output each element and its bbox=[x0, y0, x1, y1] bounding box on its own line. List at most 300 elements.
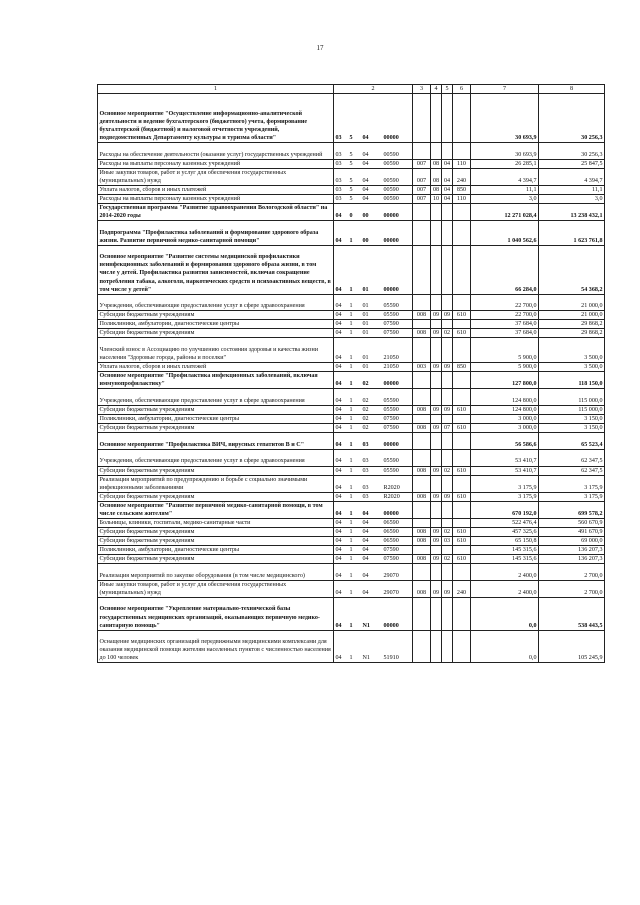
amount-col-7: 670 192,0 bbox=[471, 501, 539, 518]
code-program: 04 bbox=[335, 237, 342, 244]
code-direction: 07590 bbox=[383, 546, 399, 553]
table-body bbox=[98, 94, 605, 663]
ministry-code bbox=[413, 449, 431, 466]
row-name: Субсидии бюджетным учреждениям bbox=[98, 554, 334, 563]
row-name: Основное мероприятие "Развитие системы медицинской профилактики неинфекционных заболеваний и формирования здорового образа жизни, в том числе у детей. Профилактика развития зависимостей, включая сокращение потребления табака, алкоголя, наркотических средств и психоактивных веществ, в том числе у детей" bbox=[98, 245, 334, 294]
code-direction: 00590 bbox=[383, 186, 399, 193]
target-code-cell bbox=[334, 597, 413, 630]
code-program: 04 bbox=[335, 303, 342, 310]
ministry-code bbox=[413, 203, 431, 220]
amount-col-8: 13 238 432,1 bbox=[539, 203, 605, 220]
amount-col-7: 12 271 028,4 bbox=[471, 203, 539, 220]
target-code-cell bbox=[334, 424, 413, 433]
ministry-code bbox=[413, 389, 431, 406]
code-subprogram: 1 bbox=[349, 364, 353, 371]
section-code: 09 bbox=[431, 554, 442, 563]
amount-col-7: 66 284,0 bbox=[471, 245, 539, 294]
table-row bbox=[98, 554, 605, 563]
expense-type-code bbox=[453, 475, 471, 492]
subsection-code bbox=[442, 545, 453, 554]
code-activity: 03 bbox=[362, 441, 369, 448]
target-code-cell bbox=[334, 536, 413, 545]
target-code-cell bbox=[334, 168, 413, 185]
target-code-cell bbox=[334, 320, 413, 329]
ministry-code bbox=[413, 294, 431, 311]
code-program: 04 bbox=[335, 397, 342, 404]
code-direction: 21050 bbox=[383, 355, 399, 362]
subsection-code: 09 bbox=[442, 406, 453, 415]
table-row bbox=[98, 415, 605, 424]
table-row bbox=[98, 433, 605, 450]
code-program: 04 bbox=[335, 622, 342, 629]
amount-col-7: 2 400,0 bbox=[471, 580, 539, 597]
section-code: 09 bbox=[431, 329, 442, 338]
subsection-code bbox=[442, 142, 453, 159]
code-subprogram: 1 bbox=[349, 286, 353, 293]
code-activity: 04 bbox=[362, 519, 369, 526]
subsection-code bbox=[442, 203, 453, 220]
table-row bbox=[98, 168, 605, 185]
code-program: 04 bbox=[335, 312, 342, 319]
target-code-cell bbox=[334, 630, 413, 663]
subsection-code: 02 bbox=[442, 329, 453, 338]
code-program: 04 bbox=[335, 493, 342, 500]
row-name: Иные закупки товаров, работ и услуг для обеспечения государственных (муниципальных) нужд bbox=[98, 580, 334, 597]
ministry-code bbox=[413, 630, 431, 663]
expense-type-code bbox=[453, 294, 471, 311]
amount-col-7: 56 586,6 bbox=[471, 433, 539, 450]
amount-col-8: 69 000,0 bbox=[539, 536, 605, 545]
code-activity: 01 bbox=[362, 364, 369, 371]
table-row bbox=[98, 492, 605, 501]
code-subprogram: 1 bbox=[349, 407, 353, 413]
expense-type-code bbox=[453, 564, 471, 581]
amount-col-7: 22 700,0 bbox=[471, 311, 539, 320]
expense-type-code: 110 bbox=[453, 159, 471, 168]
amount-col-7: 145 315,6 bbox=[471, 545, 539, 554]
table-row bbox=[98, 527, 605, 536]
expense-type-code: 610 bbox=[453, 492, 471, 501]
expense-type-code: 610 bbox=[453, 311, 471, 320]
header-cell: 5 bbox=[442, 85, 453, 94]
table-row bbox=[98, 475, 605, 492]
target-code-cell bbox=[334, 363, 413, 372]
code-program: 04 bbox=[335, 572, 342, 579]
amount-col-8: 3 500,0 bbox=[539, 363, 605, 372]
code-subprogram: 1 bbox=[349, 237, 353, 244]
section-code bbox=[431, 449, 442, 466]
target-code-cell bbox=[334, 564, 413, 581]
ministry-code: 007 bbox=[413, 159, 431, 168]
section-code bbox=[431, 142, 442, 159]
ministry-code bbox=[413, 415, 431, 424]
section-code bbox=[431, 372, 442, 389]
subsection-code: 04 bbox=[442, 159, 453, 168]
amount-col-8: 699 578,2 bbox=[539, 501, 605, 518]
code-program: 04 bbox=[335, 416, 342, 423]
code-direction: 00000 bbox=[383, 286, 399, 293]
code-program: 04 bbox=[335, 381, 342, 388]
target-code-cell bbox=[334, 338, 413, 363]
code-direction: 07590 bbox=[383, 425, 399, 432]
code-activity: 00 bbox=[362, 237, 369, 244]
subsection-code bbox=[442, 94, 453, 143]
code-subprogram: 1 bbox=[349, 546, 353, 553]
ministry-code bbox=[413, 433, 431, 450]
ministry-code: 008 bbox=[413, 536, 431, 545]
ministry-code: 008 bbox=[413, 311, 431, 320]
code-activity: 04 bbox=[362, 177, 369, 184]
table-row bbox=[98, 424, 605, 433]
row-name: Расходы на выплаты персоналу казенных учреждений bbox=[98, 159, 334, 168]
code-activity: 02 bbox=[362, 416, 369, 423]
code-activity: 01 bbox=[362, 286, 369, 293]
target-code-cell bbox=[334, 203, 413, 220]
ministry-code: 008 bbox=[413, 424, 431, 433]
amount-col-8: 29 868,2 bbox=[539, 320, 605, 329]
code-direction: 00000 bbox=[383, 212, 399, 219]
amount-col-8: 3 175,9 bbox=[539, 475, 605, 492]
amount-col-8: 65 523,4 bbox=[539, 433, 605, 450]
budget-table bbox=[97, 84, 605, 663]
amount-col-7: 53 410,7 bbox=[471, 449, 539, 466]
target-code-cell bbox=[334, 518, 413, 527]
subsection-code bbox=[442, 630, 453, 663]
ministry-code bbox=[413, 501, 431, 518]
code-program: 04 bbox=[335, 510, 342, 517]
target-code-cell bbox=[334, 220, 413, 245]
amount-col-7: 2 400,0 bbox=[471, 564, 539, 581]
code-subprogram: 1 bbox=[349, 537, 353, 544]
row-name: Реализация мероприятий по закупке оборудования (в том числе медицинского) bbox=[98, 564, 334, 581]
expense-type-code bbox=[453, 142, 471, 159]
ministry-code bbox=[413, 320, 431, 329]
table-row bbox=[98, 329, 605, 338]
code-subprogram: 1 bbox=[349, 519, 353, 526]
subsection-code bbox=[442, 372, 453, 389]
expense-type-code: 610 bbox=[453, 329, 471, 338]
amount-col-7: 30 693,9 bbox=[471, 142, 539, 159]
expense-type-code: 610 bbox=[453, 466, 471, 475]
subsection-code: 07 bbox=[442, 424, 453, 433]
ministry-code: 007 bbox=[413, 194, 431, 203]
code-activity: 04 bbox=[362, 160, 369, 167]
subsection-code bbox=[442, 389, 453, 406]
code-activity: 04 bbox=[362, 528, 369, 535]
code-direction: R2020 bbox=[383, 493, 400, 500]
ministry-code bbox=[413, 372, 431, 389]
expense-type-code bbox=[453, 203, 471, 220]
subsection-code: 09 bbox=[442, 311, 453, 320]
expense-type-code: 240 bbox=[453, 580, 471, 597]
amount-col-7: 457 325,6 bbox=[471, 527, 539, 536]
row-name: Основное мероприятие "Профилактика инфекционных заболеваний, включая иммунопрофилактику" bbox=[98, 372, 334, 389]
target-code-cell bbox=[334, 311, 413, 320]
code-program: 04 bbox=[335, 364, 342, 371]
section-code: 09 bbox=[431, 406, 442, 415]
table-row bbox=[98, 630, 605, 663]
expense-type-code: 610 bbox=[453, 536, 471, 545]
subsection-code: 04 bbox=[442, 194, 453, 203]
code-activity: 04 bbox=[362, 510, 369, 517]
row-name: Государственная программа "Развитие здравоохранения Вологодской области" на 2014-2020 годы bbox=[98, 203, 334, 220]
ministry-code: 007 bbox=[413, 168, 431, 185]
subsection-code bbox=[442, 449, 453, 466]
ministry-code bbox=[413, 245, 431, 294]
amount-col-8: 30 256,3 bbox=[539, 94, 605, 143]
code-direction: 06590 bbox=[383, 528, 399, 535]
table-row bbox=[98, 466, 605, 475]
table-row bbox=[98, 245, 605, 294]
code-subprogram: 1 bbox=[349, 484, 353, 491]
ministry-code bbox=[413, 338, 431, 363]
row-name: Субсидии бюджетным учреждениям bbox=[98, 527, 334, 536]
table-row bbox=[98, 142, 605, 159]
code-direction: R2020 bbox=[383, 484, 400, 491]
section-code bbox=[431, 475, 442, 492]
section-code: 09 bbox=[431, 580, 442, 597]
code-activity: 00 bbox=[362, 212, 369, 219]
code-subprogram: 1 bbox=[349, 510, 353, 517]
code-program: 03 bbox=[335, 177, 342, 184]
amount-col-8: 491 670,9 bbox=[539, 527, 605, 536]
table-row bbox=[98, 597, 605, 630]
table-row bbox=[98, 564, 605, 581]
subsection-code bbox=[442, 518, 453, 527]
row-name: Подпрограмма "Профилактика заболеваний и формирование здорового образа жизни. Развитие первичной медико-санитарной помощи" bbox=[98, 220, 334, 245]
target-code-cell bbox=[334, 294, 413, 311]
section-code bbox=[431, 220, 442, 245]
code-direction: 07590 bbox=[383, 330, 399, 337]
amount-col-7: 124 800,0 bbox=[471, 389, 539, 406]
target-code-cell bbox=[334, 159, 413, 168]
ministry-code bbox=[413, 564, 431, 581]
code-subprogram: 1 bbox=[349, 555, 353, 562]
amount-col-8: 30 256,3 bbox=[539, 142, 605, 159]
amount-col-7: 5 900,0 bbox=[471, 338, 539, 363]
expense-type-code: 610 bbox=[453, 527, 471, 536]
row-name: Оснащение медицинских организаций передвижными медицинскими комплексами для оказания медицинской помощи жителям населенных пунктов с численностью населения до 100 человек bbox=[98, 630, 334, 663]
code-direction: 51910 bbox=[383, 655, 399, 662]
code-activity: N1 bbox=[362, 655, 370, 662]
amount-col-8: 21 000,0 bbox=[539, 311, 605, 320]
amount-col-7: 5 900,0 bbox=[471, 363, 539, 372]
target-code-cell bbox=[334, 501, 413, 518]
row-name: Основное мероприятие "Профилактика ВИЧ, вирусных гепатитов В и С" bbox=[98, 433, 334, 450]
code-direction: 07590 bbox=[383, 555, 399, 562]
amount-col-8: 21 000,0 bbox=[539, 294, 605, 311]
ministry-code: 008 bbox=[413, 329, 431, 338]
expense-type-code: 850 bbox=[453, 363, 471, 372]
section-code: 10 bbox=[431, 194, 442, 203]
code-program: 03 bbox=[335, 134, 342, 141]
code-subprogram: 1 bbox=[349, 467, 353, 474]
amount-col-7: 124 800,0 bbox=[471, 406, 539, 415]
expense-type-code bbox=[453, 94, 471, 143]
row-name: Уплата налогов, сборов и иных платежей bbox=[98, 363, 334, 372]
header-cell: 8 bbox=[539, 85, 605, 94]
code-subprogram: 5 bbox=[349, 134, 353, 141]
expense-type-code bbox=[453, 245, 471, 294]
section-code: 09 bbox=[431, 466, 442, 475]
section-code: 08 bbox=[431, 168, 442, 185]
section-code bbox=[431, 630, 442, 663]
subsection-code: 03 bbox=[442, 536, 453, 545]
subsection-code: 04 bbox=[442, 168, 453, 185]
section-code bbox=[431, 294, 442, 311]
code-activity: 04 bbox=[362, 555, 369, 562]
code-program: 04 bbox=[335, 425, 342, 432]
code-activity: N1 bbox=[362, 622, 370, 629]
target-code-cell bbox=[334, 433, 413, 450]
amount-col-8: 62 347,5 bbox=[539, 449, 605, 466]
code-activity: 04 bbox=[362, 186, 369, 193]
target-code-cell bbox=[334, 389, 413, 406]
expense-type-code bbox=[453, 372, 471, 389]
amount-col-8: 115 000,0 bbox=[539, 406, 605, 415]
code-direction: 00590 bbox=[383, 195, 399, 202]
code-subprogram: 1 bbox=[349, 458, 353, 465]
expense-type-code bbox=[453, 433, 471, 450]
expense-type-code: 110 bbox=[453, 194, 471, 203]
code-activity: 01 bbox=[362, 321, 369, 328]
code-subprogram: 5 bbox=[349, 177, 353, 184]
code-subprogram: 1 bbox=[349, 416, 353, 423]
code-program: 03 bbox=[335, 160, 342, 167]
ministry-code: 007 bbox=[413, 185, 431, 194]
header-cell: 3 bbox=[413, 85, 431, 94]
row-name: Субсидии бюджетным учреждениям bbox=[98, 406, 334, 415]
target-code-cell bbox=[334, 466, 413, 475]
row-name: Членский взнос в Ассоциацию по улучшению состояния здоровья и качества жизни населения "Здоровые города, районы и поселки" bbox=[98, 338, 334, 363]
code-subprogram: 1 bbox=[349, 330, 353, 337]
expense-type-code: 850 bbox=[453, 185, 471, 194]
code-program: 04 bbox=[335, 519, 342, 526]
ministry-code bbox=[413, 94, 431, 143]
code-direction: 00590 bbox=[383, 151, 399, 158]
section-code bbox=[431, 415, 442, 424]
table-row bbox=[98, 518, 605, 527]
section-code bbox=[431, 518, 442, 527]
section-code: 09 bbox=[431, 536, 442, 545]
code-program: 04 bbox=[335, 441, 342, 448]
row-name: Учреждения, обеспечивающие предоставление услуг в сфере здравоохранения bbox=[98, 389, 334, 406]
row-name: Уплата налогов, сборов и иных платежей bbox=[98, 185, 334, 194]
code-activity: 04 bbox=[362, 589, 369, 596]
code-subprogram: 1 bbox=[349, 321, 353, 328]
header-cell: 7 bbox=[471, 85, 539, 94]
amount-col-8: 3 500,0 bbox=[539, 338, 605, 363]
header-cell: 1 bbox=[98, 85, 334, 94]
expense-type-code bbox=[453, 220, 471, 245]
code-direction: 05590 bbox=[383, 467, 399, 474]
row-name: Расходы на обеспечение деятельности (оказание услуг) государственных учреждений bbox=[98, 142, 334, 159]
amount-col-8: 3 175,9 bbox=[539, 492, 605, 501]
table-row bbox=[98, 294, 605, 311]
amount-col-8: 538 443,5 bbox=[539, 597, 605, 630]
table-row bbox=[98, 338, 605, 363]
amount-col-8: 54 368,2 bbox=[539, 245, 605, 294]
header-cell: 2 bbox=[334, 85, 413, 94]
row-name: Реализация мероприятий по предупреждению и борьбе с социально значимыми инфекционными заболеваниями bbox=[98, 475, 334, 492]
code-program: 04 bbox=[335, 330, 342, 337]
target-code-cell bbox=[334, 527, 413, 536]
subsection-code: 09 bbox=[442, 580, 453, 597]
ministry-code bbox=[413, 597, 431, 630]
row-name: Основное мероприятие "Укрепление материально-технической базы государственных медицинских организаций, оказывающих первичную медико-санитарную помощь" bbox=[98, 597, 334, 630]
target-code-cell bbox=[334, 245, 413, 294]
code-activity: 01 bbox=[362, 330, 369, 337]
target-code-cell bbox=[334, 372, 413, 389]
amount-col-8: 2 700,0 bbox=[539, 564, 605, 581]
amount-col-8: 62 347,5 bbox=[539, 466, 605, 475]
amount-col-8: 115 000,0 bbox=[539, 389, 605, 406]
code-direction: 06590 bbox=[383, 519, 399, 526]
subsection-code bbox=[442, 245, 453, 294]
section-code bbox=[431, 501, 442, 518]
row-name: Поликлиники, амбулатории, диагностические центры bbox=[98, 415, 334, 424]
expense-type-code bbox=[453, 545, 471, 554]
expense-type-code bbox=[453, 518, 471, 527]
code-activity: 03 bbox=[362, 484, 369, 491]
target-code-cell bbox=[334, 545, 413, 554]
subsection-code: 04 bbox=[442, 185, 453, 194]
amount-col-7: 30 693,9 bbox=[471, 94, 539, 143]
code-activity: 02 bbox=[362, 397, 369, 404]
expense-type-code bbox=[453, 449, 471, 466]
code-subprogram: 1 bbox=[349, 441, 353, 448]
row-name: Поликлиники, амбулатории, диагностические центры bbox=[98, 545, 334, 554]
section-code: 09 bbox=[431, 363, 442, 372]
amount-col-7: 37 684,0 bbox=[471, 320, 539, 329]
subsection-code bbox=[442, 475, 453, 492]
amount-col-8: 136 207,3 bbox=[539, 554, 605, 563]
ministry-code bbox=[413, 220, 431, 245]
ministry-code bbox=[413, 475, 431, 492]
code-program: 04 bbox=[335, 212, 342, 219]
target-code-cell bbox=[334, 406, 413, 415]
code-activity: 04 bbox=[362, 537, 369, 544]
amount-col-7: 53 410,7 bbox=[471, 466, 539, 475]
target-code-cell bbox=[334, 185, 413, 194]
code-subprogram: 0 bbox=[349, 212, 353, 219]
code-subprogram: 1 bbox=[349, 397, 353, 404]
target-code-cell bbox=[334, 475, 413, 492]
row-name: Учреждения, обеспечивающие предоставление услуг в сфере здравоохранения bbox=[98, 449, 334, 466]
amount-col-8: 4 394,7 bbox=[539, 168, 605, 185]
expense-type-code: 610 bbox=[453, 554, 471, 563]
code-direction: 05590 bbox=[383, 397, 399, 404]
amount-col-7: 1 040 562,6 bbox=[471, 220, 539, 245]
subsection-code: 02 bbox=[442, 466, 453, 475]
table-row bbox=[98, 159, 605, 168]
amount-col-7: 3 175,9 bbox=[471, 475, 539, 492]
section-code bbox=[431, 564, 442, 581]
table-row bbox=[98, 545, 605, 554]
code-program: 04 bbox=[335, 321, 342, 328]
amount-col-7: 26 285,1 bbox=[471, 159, 539, 168]
table-row bbox=[98, 203, 605, 220]
ministry-code: 008 bbox=[413, 466, 431, 475]
code-direction: 05590 bbox=[383, 303, 399, 310]
amount-col-8: 3,0 bbox=[539, 194, 605, 203]
code-direction: 00000 bbox=[383, 134, 399, 141]
section-code bbox=[431, 338, 442, 363]
ministry-code: 008 bbox=[413, 554, 431, 563]
expense-type-code: 610 bbox=[453, 406, 471, 415]
subsection-code bbox=[442, 433, 453, 450]
expense-type-code bbox=[453, 630, 471, 663]
